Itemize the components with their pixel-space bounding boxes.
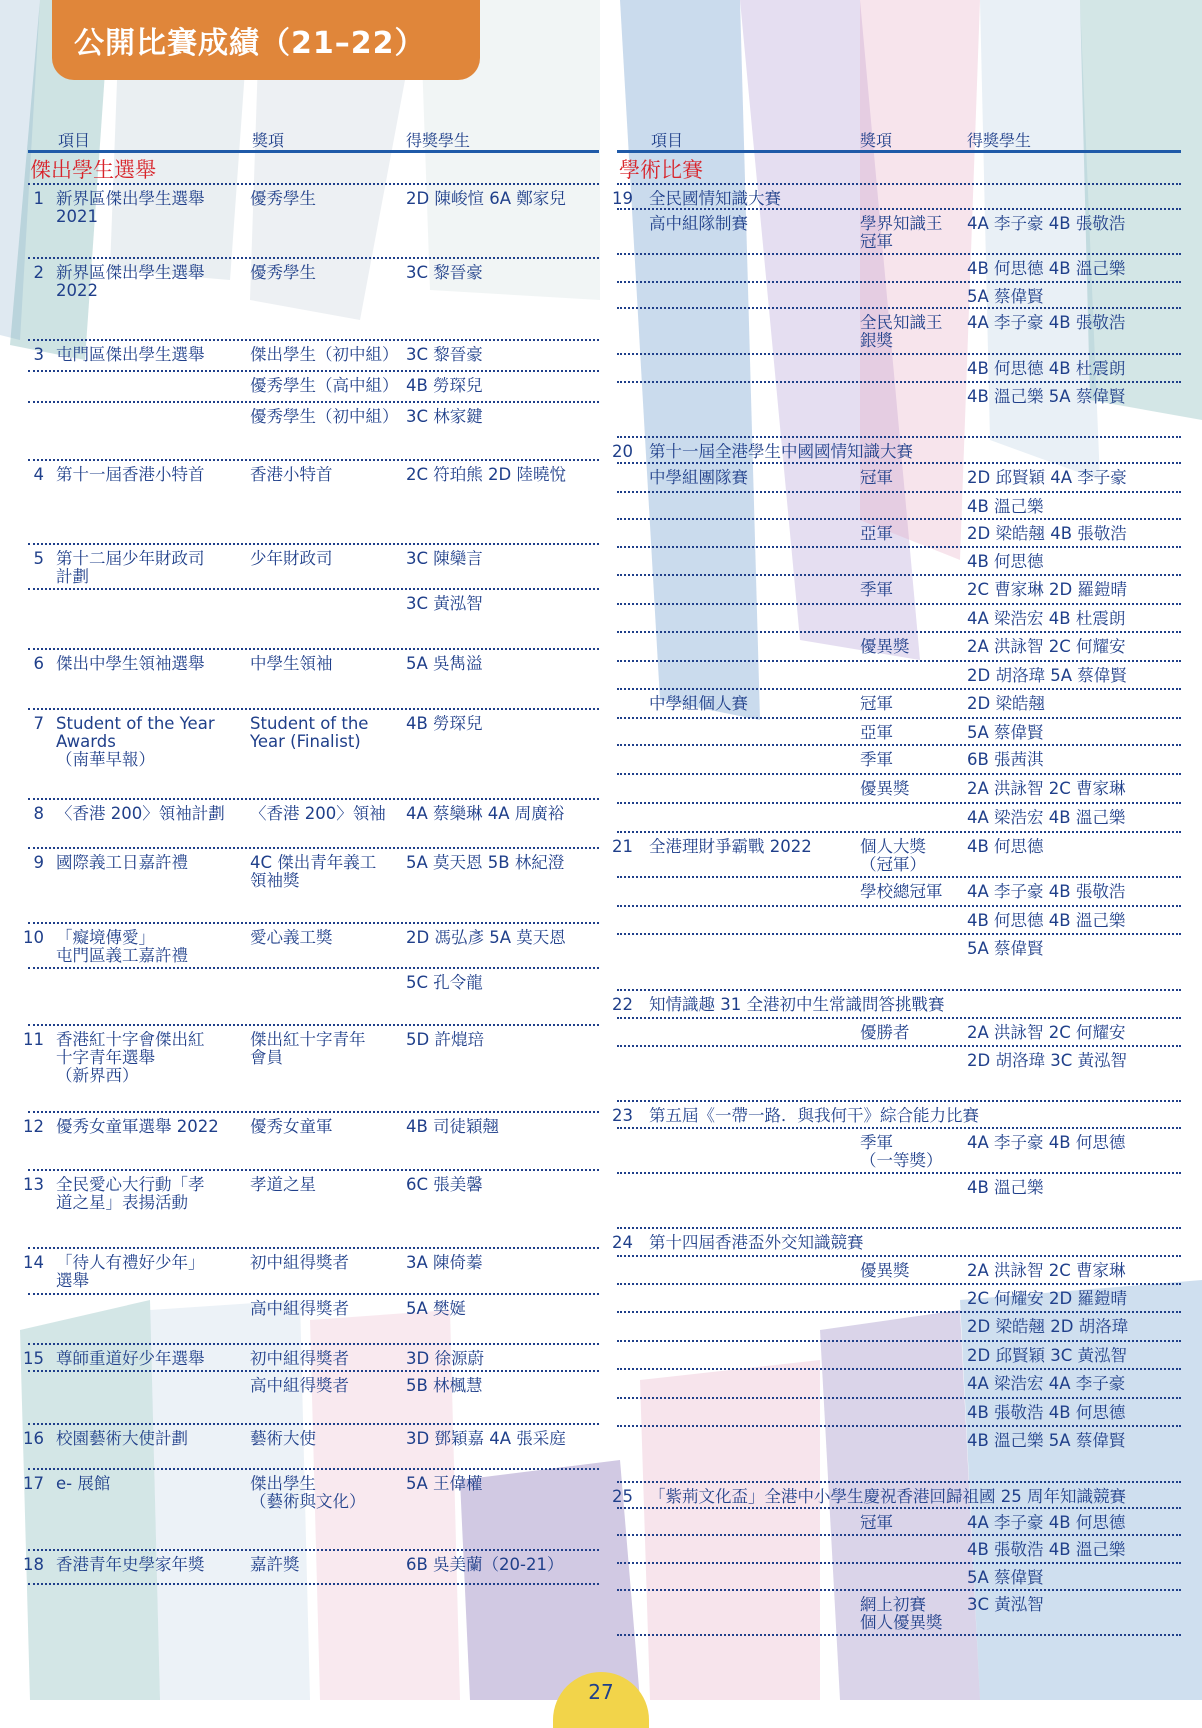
table-row <box>28 183 599 259</box>
cell-award: 季軍 <box>860 750 893 769</box>
cell-item: 國際義工日嘉許禮 <box>56 853 188 872</box>
cell-student: 6B 張茜淇 <box>967 750 1044 769</box>
cell-student: 2C 何耀安 2D 羅鎧晴 <box>967 1289 1127 1308</box>
page-title: 公開比賽成績（21–22） <box>74 26 426 61</box>
cell-student: 4B 勞琛兒 <box>406 376 483 395</box>
header-award: 獎項 <box>252 131 285 150</box>
cell-item: 第十一屆全港學生中國國情知識大賽 <box>649 442 913 461</box>
table-row <box>617 1285 1181 1313</box>
cell-item: 「癡境傳愛」 屯門區義工嘉許禮 <box>56 928 188 965</box>
cell-item: 第十二屆少年財政司 計劃 <box>56 549 205 586</box>
cell-award: 季軍 （一等獎） <box>860 1133 943 1170</box>
cell-award: 少年財政司 <box>250 549 333 568</box>
cell-item: 「待人有禮好少年」 選舉 <box>56 1253 205 1290</box>
table-row <box>28 969 599 1026</box>
table-row <box>612 1102 1181 1129</box>
table-row <box>617 210 1181 255</box>
cell-number: 14 <box>23 1253 44 1272</box>
cell-student: 5D 許熴琣 <box>406 1030 484 1049</box>
table-row <box>23 1425 599 1470</box>
table-row <box>612 1483 1181 1509</box>
cell-award: 優秀學生（初中組） <box>250 407 399 426</box>
cell-award: 4C 傑出青年義工 領袖獎 <box>250 853 377 890</box>
cell-number: 13 <box>23 1175 44 1194</box>
cell-student: 5A 蔡偉賢 <box>967 1568 1044 1587</box>
cell-award: 優異獎 <box>860 779 910 798</box>
cell-student: 4A 李子豪 4B 何思德 <box>967 1513 1126 1532</box>
table-row <box>617 1257 1181 1285</box>
cell-item: 尊師重道好少年選舉 <box>56 1349 205 1368</box>
table-row <box>28 800 599 849</box>
cell-student: 5C 孔令龍 <box>406 973 483 992</box>
table-row <box>617 605 1181 633</box>
table-row <box>612 833 1181 878</box>
table-row <box>23 924 599 969</box>
cell-award: 嘉許獎 <box>250 1555 300 1574</box>
cell-item: 全民愛心大行動「孝 道之星」表揚活動 <box>56 1175 205 1212</box>
cell-item: 優秀女童軍選舉 2022 <box>56 1117 219 1136</box>
cell-student: 5A 蔡偉賢 <box>967 939 1044 958</box>
cell-award: 孝道之星 <box>250 1175 316 1194</box>
cell-award: 初中組得獎者 <box>250 1253 349 1272</box>
table-row <box>617 576 1181 605</box>
cell-award: 傑出學生 （藝術與文化） <box>250 1474 366 1511</box>
cell-student: 5A 樊娫 <box>406 1299 467 1318</box>
table-row <box>23 1470 599 1551</box>
cell-award: 香港小特首 <box>250 465 333 484</box>
cell-student: 2D 邱賢穎 4A 李子豪 <box>967 468 1127 487</box>
cell-award: 季軍 <box>860 580 893 599</box>
cell-number: 20 <box>612 442 633 461</box>
table-row <box>28 259 599 341</box>
table-row <box>612 991 1181 1019</box>
cell-number: 8 <box>33 804 44 823</box>
cell-item: 高中組隊制賽 <box>649 214 748 233</box>
cell-award: 傑出紅十字青年 會員 <box>250 1030 366 1067</box>
table-row <box>617 493 1181 520</box>
cell-item: 第十四屆香港盃外交知識競賽 <box>649 1233 864 1252</box>
cell-number: 5 <box>33 549 44 568</box>
cell-number: 12 <box>23 1117 44 1136</box>
cell-student: 4B 何思德 <box>967 837 1044 856</box>
cell-award: 藝術大使 <box>250 1429 316 1448</box>
cell-student: 2D 陳峻愃 6A 鄭家兒 <box>406 189 566 208</box>
cell-award: 高中組得獎者 <box>250 1376 349 1395</box>
table-row <box>617 935 1181 991</box>
table-row <box>617 464 1181 493</box>
cell-student: 4B 何思德 4B 溫己樂 <box>967 911 1126 930</box>
table-row <box>617 309 1181 355</box>
cell-number: 19 <box>612 189 633 208</box>
cell-item: e- 展館 <box>56 1474 111 1493</box>
table-row <box>617 907 1181 935</box>
table-row <box>28 1295 599 1345</box>
table-row <box>617 1536 1181 1564</box>
cell-award: 學界知識王 冠軍 <box>860 214 943 251</box>
cell-item: Student of the Year Awards （南華早報） <box>56 714 215 769</box>
results-table <box>612 183 1181 1636</box>
cell-award: 傑出學生（初中組） <box>250 345 399 364</box>
cell-student: 2D 邱賢穎 3C 黃泓智 <box>967 1346 1127 1365</box>
cell-award: 優異獎 <box>860 637 910 656</box>
table-row <box>617 804 1181 833</box>
table-row <box>617 1591 1181 1636</box>
table-row <box>617 775 1181 804</box>
cell-student: 2D 梁皓翹 <box>967 694 1045 713</box>
table-row <box>617 255 1181 283</box>
cell-item: 傑出中學生領袖選舉 <box>56 654 205 673</box>
cell-student: 4B 溫己樂 <box>967 497 1044 516</box>
column-headers <box>28 124 599 150</box>
cell-student: 4B 何思德 <box>967 552 1044 571</box>
table-row <box>617 383 1181 438</box>
header-award: 獎項 <box>860 131 893 150</box>
cell-student: 3D 鄧穎嘉 4A 張采庭 <box>406 1429 566 1448</box>
cell-award: 亞軍 <box>860 524 893 543</box>
table-row <box>617 746 1181 775</box>
cell-award: 優異獎 <box>860 1261 910 1280</box>
cell-item: 新界區傑出學生選舉 2022 <box>56 263 205 300</box>
page-title-tab <box>52 0 480 80</box>
table-row <box>28 650 599 710</box>
cell-number: 11 <box>23 1030 44 1049</box>
table-row <box>617 662 1181 690</box>
cell-award: 全民知識王 銀獎 <box>860 313 943 350</box>
table-row <box>28 372 599 403</box>
cell-number: 23 <box>612 1106 633 1125</box>
cell-student: 4A 李子豪 4B 張敬浩 <box>967 882 1126 901</box>
cell-student: 4A 李子豪 4B 張敬浩 <box>967 214 1126 233</box>
cell-award: 冠軍 <box>860 694 893 713</box>
table-row <box>28 590 599 650</box>
cell-item: 中學組團隊賽 <box>649 468 748 487</box>
cell-student: 4B 溫己樂 5A 蔡偉賢 <box>967 1431 1126 1450</box>
cell-student: 4B 司徒穎翹 <box>406 1117 500 1136</box>
table-row <box>23 1171 599 1249</box>
table-row <box>617 283 1181 309</box>
cell-student: 2C 曹家琳 2D 羅鎧晴 <box>967 580 1127 599</box>
cell-item: 知情識趣 31 全港初中生常識問答挑戰賽 <box>649 995 945 1014</box>
section-title: 學術比賽 <box>619 158 703 182</box>
cell-student: 3A 陳倚蓁 <box>406 1253 483 1272</box>
cell-student: 3C 黎晉豪 <box>406 345 483 364</box>
cell-award: 亞軍 <box>860 723 893 742</box>
header-student: 得獎學生 <box>406 131 471 150</box>
cell-student: 5A 蔡偉賢 <box>967 723 1044 742</box>
cell-student: 4A 梁浩宏 4A 李子豪 <box>967 1374 1126 1393</box>
table-row <box>617 1047 1181 1102</box>
cell-number: 4 <box>33 465 44 484</box>
table-row <box>28 710 599 800</box>
table-row <box>617 1129 1181 1174</box>
cell-student: 6B 吳美蘭（20-21） <box>406 1555 564 1574</box>
cell-award: 優秀學生（高中組） <box>250 376 399 395</box>
cell-item: 香港紅十字會傑出紅 十字青年選舉 （新界西） <box>56 1030 205 1085</box>
section-title: 傑出學生選舉 <box>30 158 156 182</box>
table-row <box>617 1313 1181 1342</box>
table-row <box>28 341 599 372</box>
table-row <box>28 461 599 545</box>
cell-student: 5A 吳雋溢 <box>406 654 483 673</box>
cell-student: 4B 溫己樂 <box>967 1178 1044 1197</box>
column-headers <box>617 124 1181 150</box>
cell-award: 〈香港 200〉領袖 <box>250 804 386 823</box>
cell-student: 2A 洪詠智 2C 何耀安 <box>967 1023 1126 1042</box>
cell-student: 4A 李子豪 4B 何思德 <box>967 1133 1126 1152</box>
cell-award: 優秀學生 <box>250 263 316 282</box>
cell-student: 4A 梁浩宏 4B 杜震朗 <box>967 609 1126 628</box>
cell-item: 屯門區傑出學生選舉 <box>56 345 205 364</box>
cell-student: 4A 李子豪 4B 張敬浩 <box>967 313 1126 332</box>
cell-item: 新界區傑出學生選舉 2021 <box>56 189 205 226</box>
cell-number: 6 <box>33 654 44 673</box>
cell-number: 1 <box>33 189 44 208</box>
table-row <box>28 1372 599 1425</box>
cell-item: 〈香港 200〉領袖計劃 <box>56 804 225 823</box>
right-column <box>612 124 1181 1636</box>
table-row <box>28 403 599 461</box>
header-student: 得獎學生 <box>967 131 1032 150</box>
cell-student: 2D 梁皓翹 2D 胡洛瑋 <box>967 1317 1129 1336</box>
cell-student: 5B 林楓慧 <box>406 1376 483 1395</box>
table-row <box>617 1427 1181 1483</box>
table-row <box>28 849 599 924</box>
table-row <box>23 1249 599 1295</box>
cell-item: 中學組個人賽 <box>649 694 748 713</box>
cell-award: 網上初賽 個人優異獎 <box>860 1595 943 1632</box>
cell-award: 優勝者 <box>860 1023 910 1042</box>
cell-student: 6C 張美馨 <box>406 1175 483 1194</box>
table-row <box>23 1026 599 1113</box>
cell-item: 全港理財爭霸戰 2022 <box>649 837 812 856</box>
left-column <box>23 124 599 1585</box>
cell-student: 4B 何思德 4B 杜震朗 <box>967 359 1126 378</box>
cell-number: 2 <box>33 263 44 282</box>
table-row <box>617 878 1181 907</box>
cell-number: 3 <box>33 345 44 364</box>
cell-number: 7 <box>33 714 44 733</box>
cell-number: 21 <box>612 837 633 856</box>
table-row <box>617 1174 1181 1229</box>
table-row <box>617 520 1181 548</box>
cell-number: 16 <box>23 1429 44 1448</box>
table-row <box>23 1551 599 1585</box>
cell-student: 4B 張敬浩 4B 何思德 <box>967 1403 1126 1422</box>
table-row <box>617 1342 1181 1370</box>
cell-student: 4B 勞琛兒 <box>406 714 483 733</box>
table-row <box>23 1113 599 1171</box>
cell-item: 全民國情知識大賽 <box>649 189 781 208</box>
cell-item: 第五屆《一帶一路．與我何干》綜合能力比賽 <box>649 1106 979 1125</box>
cell-number: 15 <box>23 1349 44 1368</box>
cell-award: Student of the Year (Finalist) <box>250 714 369 751</box>
cell-number: 18 <box>23 1555 44 1574</box>
page-number: 27 <box>588 1680 614 1704</box>
cell-student: 3D 徐源蔚 <box>406 1349 484 1368</box>
cell-student: 2C 符珀熊 2D 陸曉悅 <box>406 465 566 484</box>
cell-student: 4B 溫己樂 5A 蔡偉賢 <box>967 387 1126 406</box>
cell-student: 2A 洪詠智 2C 曹家琳 <box>967 779 1126 798</box>
cell-number: 22 <box>612 995 633 1014</box>
cell-award: 個人大獎 （冠軍） <box>860 837 926 874</box>
table-row <box>28 545 599 590</box>
table-row <box>617 633 1181 662</box>
table-row <box>612 438 1181 464</box>
cell-number: 25 <box>612 1487 633 1506</box>
cell-student: 2D 馮弘彥 5A 莫天恩 <box>406 928 566 947</box>
cell-student: 3C 林家鍵 <box>406 407 483 426</box>
cell-award: 中學生領袖 <box>250 654 333 673</box>
cell-student: 2D 梁皓翹 4B 張敬浩 <box>967 524 1127 543</box>
cell-student: 3C 黎晉豪 <box>406 263 483 282</box>
table-row <box>617 1019 1181 1047</box>
cell-student: 4B 張敬浩 4B 溫己樂 <box>967 1540 1126 1559</box>
results-table <box>23 183 599 1585</box>
header-item: 項目 <box>58 131 91 150</box>
cell-number: 10 <box>23 928 44 947</box>
table-row <box>617 1564 1181 1591</box>
table-row <box>23 1345 599 1372</box>
table-row <box>617 355 1181 383</box>
cell-student: 5A 莫天恩 5B 林紀澄 <box>406 853 565 872</box>
table-row <box>612 1229 1181 1257</box>
table-row <box>617 1370 1181 1399</box>
cell-award: 愛心義工獎 <box>250 928 333 947</box>
table-row <box>617 690 1181 719</box>
cell-award: 學校總冠軍 <box>860 882 943 901</box>
cell-award: 冠軍 <box>860 468 893 487</box>
table-row <box>617 719 1181 746</box>
table-row <box>617 1399 1181 1427</box>
table-row <box>617 1509 1181 1536</box>
cell-student: 2A 洪詠智 2C 何耀安 <box>967 637 1126 656</box>
cell-student: 5A 王偉權 <box>406 1474 483 1493</box>
cell-student: 3C 黃泓智 <box>967 1595 1044 1614</box>
cell-student: 4B 何思德 4B 溫己樂 <box>967 259 1126 278</box>
cell-award: 初中組得獎者 <box>250 1349 349 1368</box>
cell-item: 第十一屆香港小特首 <box>56 465 205 484</box>
cell-number: 9 <box>33 853 44 872</box>
cell-award: 優秀女童軍 <box>250 1117 333 1136</box>
cell-student: 4A 梁浩宏 4B 溫己樂 <box>967 808 1126 827</box>
cell-student: 2A 洪詠智 2C 曹家琳 <box>967 1261 1126 1280</box>
cell-student: 2D 胡洛瑋 3C 黃泓智 <box>967 1051 1127 1070</box>
cell-award: 優秀學生 <box>250 189 316 208</box>
header-item: 項目 <box>651 131 684 150</box>
table-row <box>617 548 1181 576</box>
cell-student: 3C 黃泓智 <box>406 594 483 613</box>
cell-award: 冠軍 <box>860 1513 893 1532</box>
cell-item: 校園藝術大使計劃 <box>56 1429 188 1448</box>
cell-award: 高中組得獎者 <box>250 1299 349 1318</box>
cell-student: 3C 陳欒言 <box>406 549 483 568</box>
cell-student: 5A 蔡偉賢 <box>967 287 1044 306</box>
cell-item: 「紫荊文化盃」全港中小學生慶祝香港回歸祖國 25 周年知識競賽 <box>649 1487 1126 1506</box>
cell-item: 香港青年史學家年獎 <box>56 1555 205 1574</box>
cell-student: 2D 胡洛瑋 5A 蔡偉賢 <box>967 666 1127 685</box>
cell-number: 17 <box>23 1474 44 1493</box>
cell-number: 24 <box>612 1233 633 1252</box>
cell-student: 4A 蔡欒琳 4A 周廣裕 <box>406 804 565 823</box>
table-row <box>612 183 1181 210</box>
